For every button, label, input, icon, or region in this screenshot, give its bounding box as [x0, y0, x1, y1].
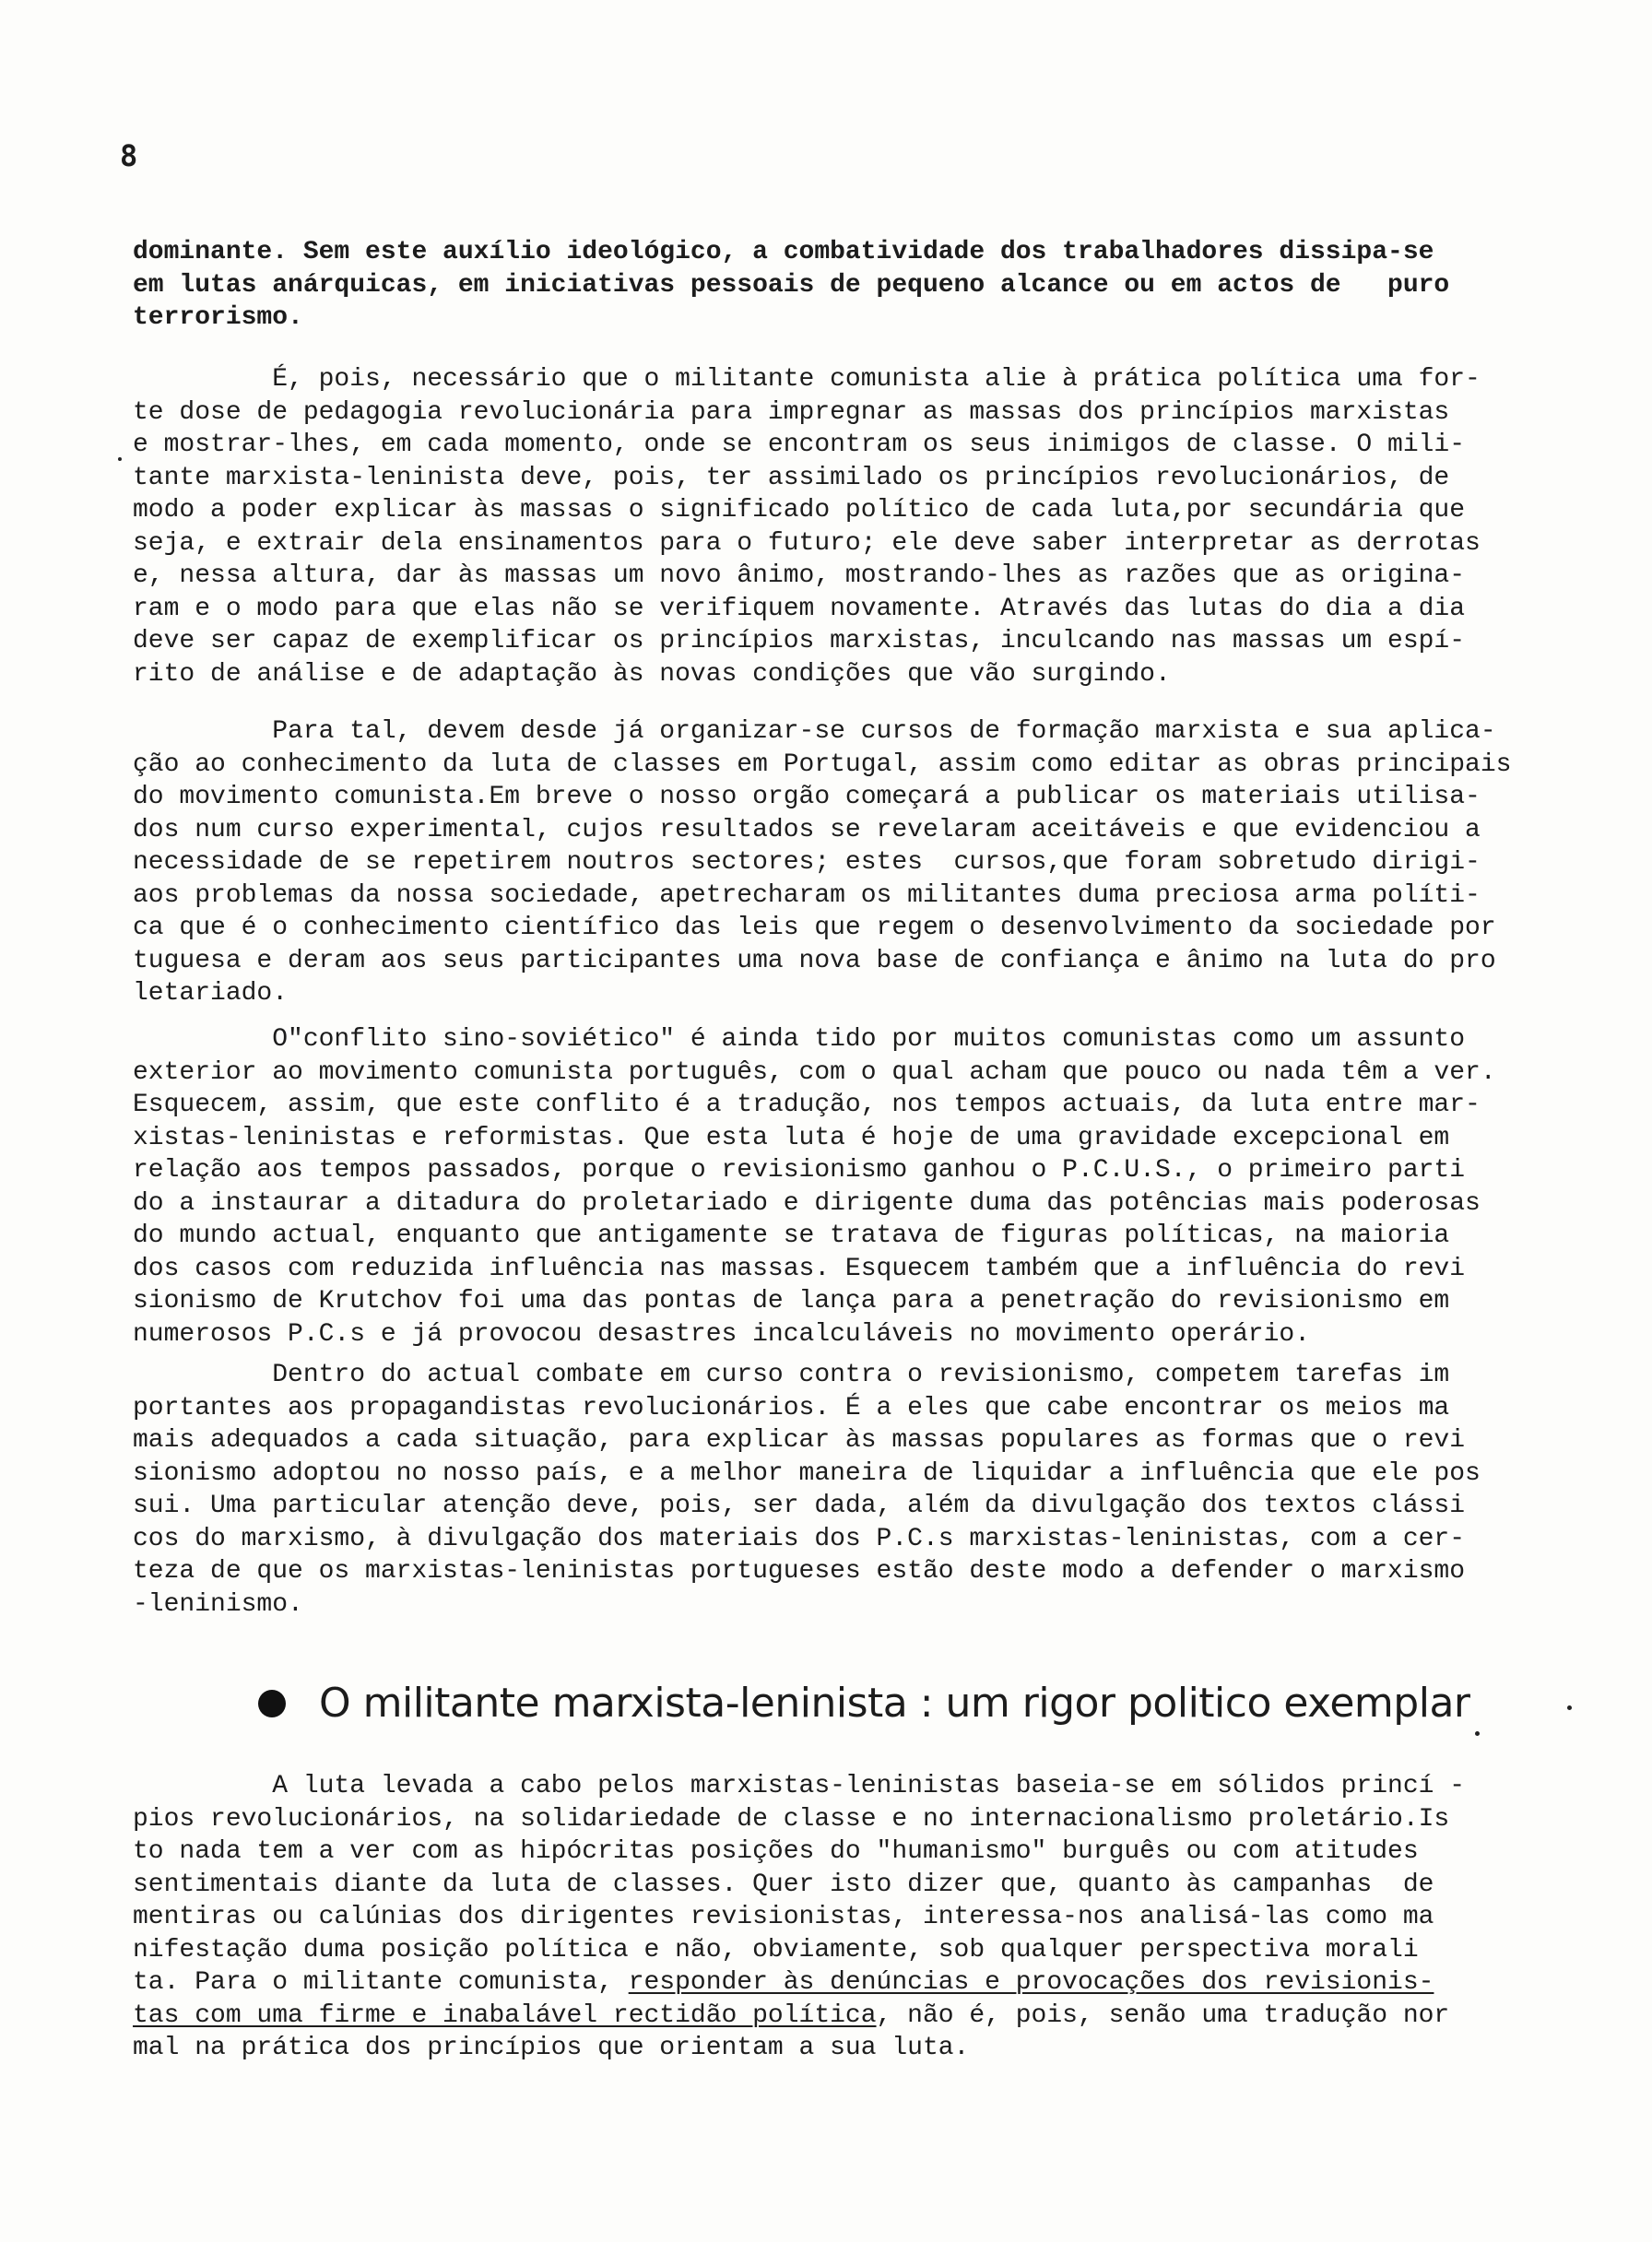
section-heading-text: O militante marxista-leninista : um rigor politico exemplar: [319, 1680, 1470, 1727]
page-number: 8: [120, 138, 138, 173]
paragraph-4: O"conflito sino-soviético" é ainda tido por muitos comunistas como um assunto exterior ao movimento comunista português, com o qual acham que pouco ou nada têm a ver. Esquecem, assim, que este conflito é a tradução, nos tempos actuais, da luta entre mar- xistas-leninistas e reformistas. Que esta luta é hoje de uma gravidade excepcional em relação aos tempos passados, porque o revisionismo ganhou o P.C.U.S., o primeiro parti do a instaurar a ditadura do proletariado e dirigente duma das potências mais poderosas do mundo actual, enquanto que antigamente se tratava de figuras políticas, na maioria dos casos com reduzida influência nas massas. Esquecem também que a influência do revi sionismo de Krutchov foi uma das pontas de lança para a penetração do revisionismo em numerosos P.C.s e já provocou desastres incalculáveis no movimento operário.: [133, 1025, 1496, 1349]
paragraph-5: Dentro do actual combate em curso contra o revisionismo, competem tarefas im portantes aos propagandistas revolucionários. É a eles que cabe encontrar os meios ma mais adequados a cada situação, para explicar às massas populares as formas que o revi sionismo adoptou no nosso país, e a melhor maneira de liquidar a influência que ele pos sui. Uma particular atenção deve, pois, ser dada, além da divulgação dos textos clássi cos do marxismo, à divulgação dos materiais dos P.C.s marxistas-leninistas, com a cer- teza de que os marxistas-leninistas portugueses estão deste modo a defender o marxismo -leninismo.: [133, 1361, 1481, 1619]
paragraph-6-lines-1-6: A luta levada a cabo pelos marxistas-leninistas baseia-se em sólidos princí - pios revolucionários, na solidariedade de classe e no internacionalismo proletário.Is to nada tem a ver com as hipócritas posições do "humanismo" burguês ou com atitudes sentimentais diante da luta de classes. Quer isto dizer que, quanto às campanhas de mentiras ou calúnias dos dirigentes revisionistas, interessa-nos analisá-las como ma nifestação duma posição política e não, obviamente, sob qualquer perspectiva morali: [133, 1772, 1466, 1965]
paragraph-6-line-9: mal na prática dos princípios que orientam a sua luta.: [133, 2034, 970, 2062]
paragraph-6-line-8-end: , não é, pois, senão uma tradução nor: [876, 2000, 1450, 2030]
paper-speck: [1567, 1705, 1572, 1710]
bullet-icon: [258, 1690, 286, 1717]
paper-speck: [118, 457, 122, 461]
underlined-phrase-part-2: tas com uma firme e inabalável rectidão política: [133, 2000, 877, 2030]
paragraph-6-line-7-start: ta. Para o militante comunista,: [133, 1968, 629, 1997]
paragraph-1: dominante. Sem este auxílio ideológico, a combatividade dos trabalhadores dissipa-se em lutas anárquicas, em iniciativas pessoais de pequeno alcance ou em actos de puro terrorismo.: [133, 238, 1450, 332]
paragraph-2: É, pois, necessário que o militante comunista alie à prática política uma for- te dose de pedagogia revolucionária para impregnar as massas dos princípios marxistas e mostrar-lhes, em cada momento, onde se encontram os seus inimigos de classe. O mili- tante marxista-leninista deve, pois, ter assimilado os princípios revolucionários, de modo a poder explicar às massas o significado político de cada luta,por secundária que seja, e extrair dela ensinamentos para o futuro; ele deve saber interpretar as derrotas e, nessa altura, dar às massas um novo ânimo, mostrando-lhes as razões que as origina- ram e o modo para que elas não se verifiquem novamente. Através das lutas do dia a dia deve ser capaz de exemplificar os princípios marxistas, inculcando nas massas um espí- rito de análise e de adaptação às novas condições que vão surgindo.: [133, 365, 1481, 689]
paragraph-3: Para tal, devem desde já organizar-se cursos de formação marxista e sua aplica- ção ao conhecimento da luta de classes em Portugal, assim como editar as obras principais do movimento comunista.Em breve o nosso orgão começará a publicar os materiais utilisa- dos num curso experimental, cujos resultados se revelaram aceitáveis e que evidenciou a necessidade de se repetirem noutros sectores; estes cursos,que foram sobretudo dirigi- aos problemas da nossa sociedade, apetrecharam os militantes duma preciosa arma políti- ca que é o conhecimento científico das leis que regem o desenvolvimento da sociedade por tuguesa e deram aos seus participantes uma nova base de confiança e ânimo na luta do pro letariado.: [133, 717, 1512, 1008]
paper-speck: [1475, 1731, 1480, 1736]
paragraph-6: [133, 1770, 1499, 2065]
section-heading: [258, 1680, 1470, 1727]
underlined-phrase-part-1: responder às denúncias e provocações dos revisionis-: [628, 1968, 1434, 1997]
